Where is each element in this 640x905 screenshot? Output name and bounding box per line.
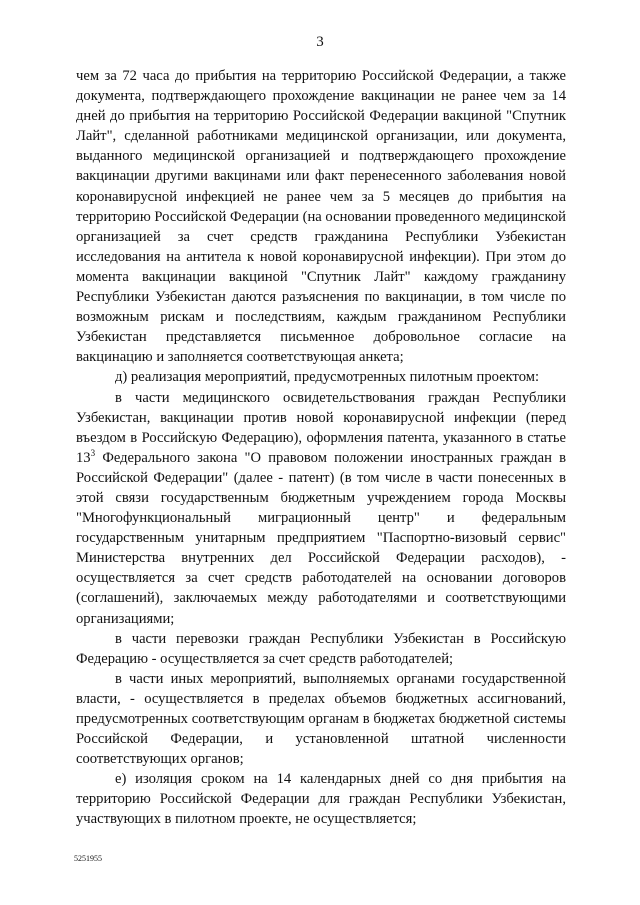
document-body bbox=[76, 66, 566, 830]
paragraph-text: в части медицинского освидетельствования граждан Республики Узбекистан, вакцинации против новой коронавирусной инфекции (перед въездом в Российскую Федерацию), оформления патента, указанного в статье 13 bbox=[76, 389, 566, 466]
document-code: 5251955 bbox=[74, 854, 102, 863]
page-number: 3 bbox=[316, 34, 324, 50]
paragraph-continuation: чем за 72 часа до прибытия на территорию Российской Федерации, а также документа, подтверждающего прохождение вакцинации не ранее чем за 14 дней до прибытия на территорию Российской Федерации вакциной "Спутник Лайт", сделанной работниками медицинской организации, или документа, выданного медицинской организацией и подтверждающего прохождение вакцинации другими вакцинами или факт перенесенного заболевания новой коронавирусной инфекцией не ранее чем за 5 месяцев до прибытия на территорию Российской Федерации (на основании проведенного медицинской организацией за счет средств гражданина Республики Узбекистан исследования на антитела к новой коронавирусной инфекции). При этом до момента вакцинации вакциной "Спутник Лайт" каждому гражданину Республики Узбекистан даются разъяснения по вакцинации, в том числе по возможным рискам и последствиям, каждым гражданином Республики Узбекистан представляется письменное добровольное согласие на вакцинацию и заполняется соответствующая анкета; bbox=[76, 68, 566, 366]
paragraph-other-measures: в части иных мероприятий, выполняемых органами государственной власти, - осуществляется в пределах объемов бюджетных ассигнований, предусмотренных соответствующим органам в бюджетах бюджетной системы Российской Федерации, и установленной штатной численности соответствующих органов; bbox=[76, 670, 566, 768]
paragraph-transport: в части перевозки граждан Республики Узбекистан в Российскую Федерацию - осуществляется за счет средств работодателей; bbox=[76, 630, 566, 667]
paragraph-text: Федерального закона "О правовом положении иностранных граждан в Российской Федерации" (далее - патент) (в том числе в части понесенных в этой связи государственным бюджетным учреждением города Москвы "Многофункциональный миграционный центр" и федеральным государственным унитарным предприятием "Паспортно-визовый сервис" Министерства внутренних дел Российской Федерации расходов), - осуществляется за счет средств работодателей на основании договоров (соглашений), заключаемых между работодателями и соответствующими организациями; bbox=[76, 449, 566, 627]
paragraph-item-d: д) реализация мероприятий, предусмотренных пилотным проектом: bbox=[115, 369, 540, 386]
article-superscript: 3 bbox=[90, 447, 96, 458]
paragraph-medical-examination bbox=[76, 388, 566, 629]
paragraph-item-e: е) изоляция сроком на 14 календарных дней со дня прибытия на территорию Российской Федерации для граждан Республики Узбекистан, участвующих в пилотном проекте, не осуществляется; bbox=[76, 771, 566, 828]
